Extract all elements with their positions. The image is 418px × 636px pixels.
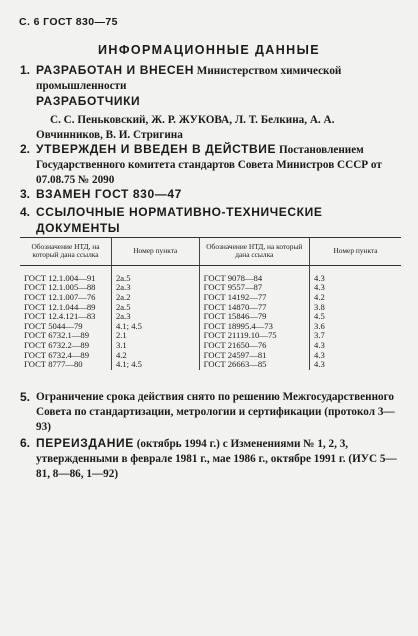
section-caption: ПЕРЕИЗДАНИЕ bbox=[36, 436, 134, 450]
ref-item-left: 2а.5 bbox=[111, 303, 199, 313]
ref-item-left: 2а.5 bbox=[111, 265, 199, 283]
ref-doc-right: ГОСТ 24597—81 bbox=[199, 351, 309, 361]
ref-doc-left: ГОСТ 6732.4—89 bbox=[24, 349, 90, 360]
section-1 bbox=[20, 63, 400, 94]
ref-item-left: 4.1; 4.5 bbox=[111, 360, 199, 370]
section-text: Ограничение срока действия снято по решению Межгосударственного Совета по стандартизации, метрологии и сертификации (протокол 3—93) bbox=[36, 391, 395, 433]
section-3 bbox=[20, 187, 400, 203]
header-item-right: Номер пункта bbox=[310, 238, 401, 266]
section-number: 1. bbox=[20, 63, 31, 77]
ref-item-right: 3.8 bbox=[310, 303, 401, 313]
ref-doc-right: ГОСТ 14192—77 bbox=[199, 293, 309, 303]
ref-doc-left: ГОСТ 6732.2—89 bbox=[24, 339, 90, 350]
section-number: 4. bbox=[20, 205, 31, 219]
section-number: 5. bbox=[20, 390, 31, 404]
ref-doc-left: ГОСТ 12.4.121—83 bbox=[24, 311, 96, 322]
ref-item-right: 4.3 bbox=[310, 360, 401, 370]
ref-doc-right: ГОСТ 26663—85 bbox=[199, 360, 309, 370]
section-4 bbox=[20, 205, 400, 237]
section-5 bbox=[20, 390, 400, 435]
section-2 bbox=[20, 142, 400, 188]
ref-item-right: 4.3 bbox=[310, 351, 401, 361]
ref-doc-left: ГОСТ 5044—79 bbox=[24, 320, 83, 331]
references-table bbox=[20, 237, 401, 370]
ref-doc-left: ГОСТ 12.1.044—89 bbox=[24, 301, 96, 312]
page-header: С. 6 ГОСТ 830—75 bbox=[19, 16, 118, 28]
section-caption: ВЗАМЕН ГОСТ 830—47 bbox=[36, 187, 182, 201]
section-6 bbox=[20, 436, 400, 482]
ref-item-left: 4.1; 4.5 bbox=[111, 322, 199, 332]
page-title: ИНФОРМАЦИОННЫЕ ДАННЫЕ bbox=[98, 43, 320, 57]
section-caption: РАЗРАБОТАН И ВНЕСЕН bbox=[36, 63, 194, 77]
ref-doc-left: ГОСТ 6732.1—89 bbox=[24, 330, 90, 341]
ref-item-right: 4.3 bbox=[310, 283, 401, 293]
ref-doc-right: ГОСТ 21119.10—75 bbox=[199, 331, 309, 341]
ref-item-left: 3.1 bbox=[111, 341, 199, 351]
ref-item-left: 2.1 bbox=[111, 331, 199, 341]
ref-item-left: 2а.2 bbox=[111, 293, 199, 303]
section-number: 6. bbox=[20, 436, 31, 450]
ref-doc-left: ГОСТ 8777—80 bbox=[24, 359, 83, 370]
ref-doc-right: ГОСТ 15846—79 bbox=[199, 312, 309, 322]
ref-item-right: 3.7 bbox=[310, 331, 401, 341]
ref-item-right: 4.3 bbox=[310, 341, 401, 351]
header-item-left: Номер пункта bbox=[111, 238, 199, 266]
ref-item-left: 4.2 bbox=[111, 351, 199, 361]
ref-item-right: 4.5 bbox=[310, 312, 401, 322]
table-header-row bbox=[20, 238, 401, 266]
developers-caption: РАЗРАБОТЧИКИ bbox=[36, 94, 141, 108]
section-caption: УТВЕРЖДЕН И ВВЕДЕН В ДЕЙСТВИЕ bbox=[36, 142, 277, 156]
ref-doc-right: ГОСТ 9078—84 bbox=[199, 265, 309, 283]
ref-item-left: 2а.3 bbox=[111, 283, 199, 293]
table-row bbox=[20, 265, 401, 283]
section-number: 2. bbox=[20, 142, 31, 156]
ref-doc-right: ГОСТ 18995.4—73 bbox=[199, 322, 309, 332]
table-row bbox=[20, 360, 401, 370]
section-text: Министерством химической промышленности bbox=[36, 65, 342, 92]
ref-item-left: 2а.3 bbox=[111, 312, 199, 322]
section-caption: ССЫЛОЧНЫЕ НОРМАТИВНО-ТЕХНИЧЕСКИЕ ДОКУМЕНТЫ bbox=[36, 205, 323, 235]
ref-doc-right: ГОСТ 14870—77 bbox=[199, 303, 309, 313]
section-number: 3. bbox=[20, 187, 31, 201]
developers-names: С. С. Пеньковский, Ж. Р. ЖУКОВА, Л. Т. Белкина, А. А. Овчинников, В. И. Стригина bbox=[36, 114, 335, 141]
ref-item-right: 4.2 bbox=[310, 293, 401, 303]
ref-item-right: 3.6 bbox=[310, 322, 401, 332]
section-text: (октябрь 1994 г.) с Изменениями № 1, 2, 3, утвержденными в феврале 1981 г., мае 1986 г., октябре 1991 г. (ИУС 5—81, 8—86, 1—92) bbox=[36, 438, 397, 480]
ref-doc-right: ГОСТ 9557—87 bbox=[199, 283, 309, 293]
section-text: Постановлением Государственного комитета стандартов Совета Министров СССР от 07.08.75 № 2090 bbox=[36, 144, 382, 186]
header-doc-right: Обозначение НТД, на который дана ссылка bbox=[199, 238, 309, 266]
ref-doc-left: ГОСТ 12.1.004—91 bbox=[24, 272, 96, 283]
ref-doc-left: ГОСТ 12.1.005—88 bbox=[24, 282, 96, 293]
ref-doc-right: ГОСТ 21650—76 bbox=[199, 341, 309, 351]
ref-item-right: 4.3 bbox=[310, 265, 401, 283]
ref-doc-left: ГОСТ 12.1.007—76 bbox=[24, 292, 96, 302]
references-table-body bbox=[20, 265, 401, 369]
header-doc-left: Обозначение НТД, на который дана ссылка bbox=[20, 238, 111, 266]
